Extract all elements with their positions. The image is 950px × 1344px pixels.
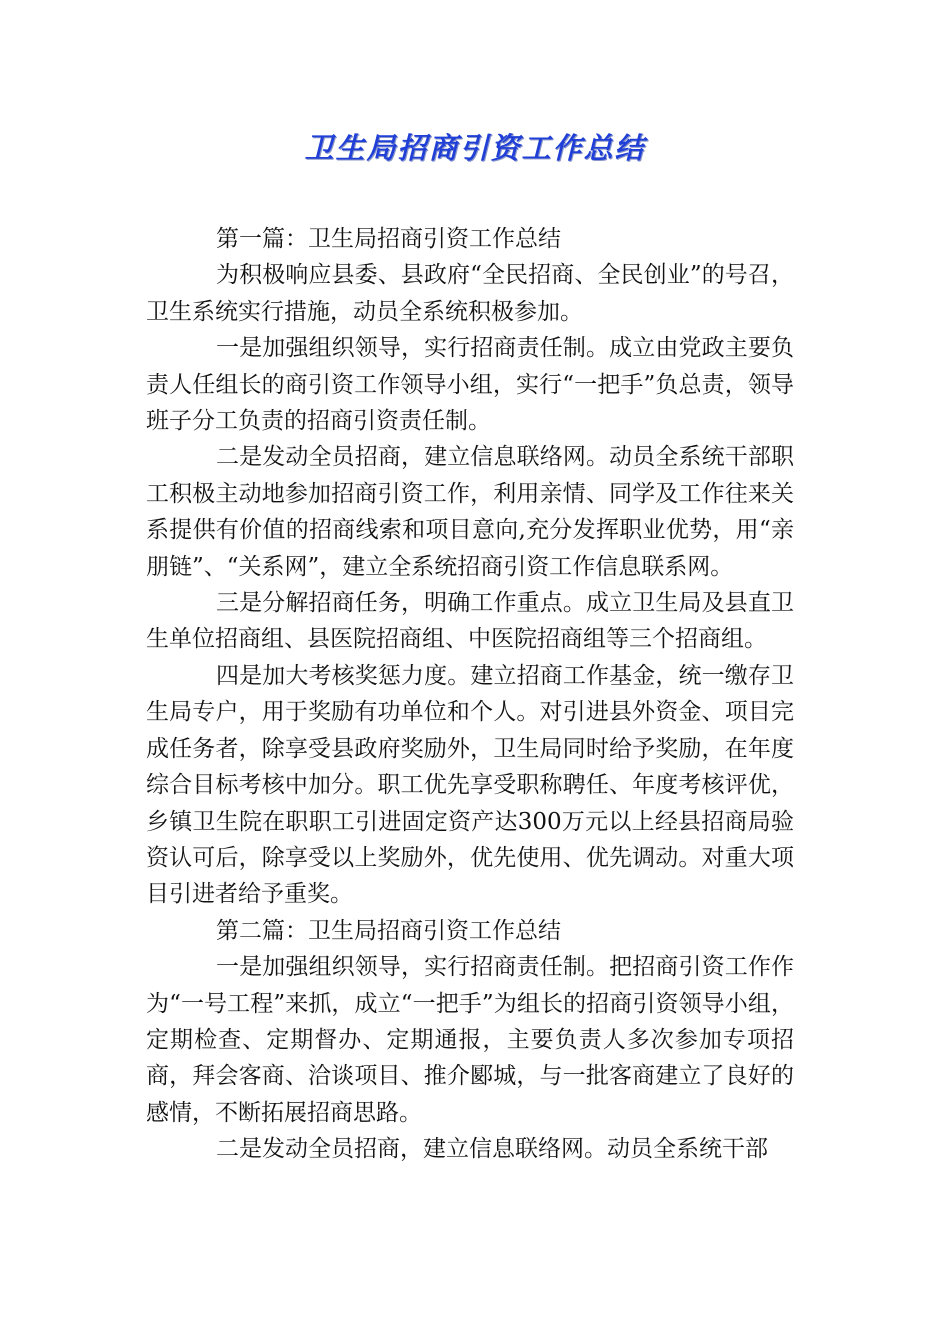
paragraph: 一是加强组织领导，实行招商责任制。成立由党政主要负责人任组长的商引资工作领导小组，实行“一把手”负总责，领导班子分工负责的招商引资责任制。 <box>146 335 794 435</box>
document-title: 卫生局招商引资工作总结 <box>304 131 646 165</box>
paragraph-heading-2: 第二篇：卫生局招商引资工作总结 <box>216 917 561 944</box>
document-body <box>146 221 794 1168</box>
paragraph-heading-1: 第一篇：卫生局招商引资工作总结 <box>216 226 561 252</box>
paragraph: 二是发动全员招商，建立信息联络网。动员全系统干部 <box>216 1136 768 1163</box>
paragraph: 二是发动全员招商，建立信息联络网。动员全系统干部职工积极主动地参加招商引资工作，利用亲情、同学及工作往来关系提供有价值的招商线索和项目意向,充分发挥职业优势，用“亲朋链”、“关系网”，建立全系统招商引资工作信息联系网。 <box>146 444 794 580</box>
paragraph: 三是分解招商任务，明确工作重点。成立卫生局及县直卫生单位招商组、县医院招商组、中医院招商组等三个招商组。 <box>146 590 794 653</box>
paragraph: 为积极响应县委、县政府“全民招商、全民创业”的号召，卫生系统实行措施，动员全系统积极参加。 <box>146 262 794 325</box>
paragraph: 四是加大考核奖惩力度。建立招商工作基金，统一缴存卫生局专户，用于奖励有功单位和个人。对引进县外资金、项目完成任务者，除享受县政府奖励外，卫生局同时给予奖励，在年度综合目标考核中加分。职工优先享受职称聘任、年度考核评优，乡镇卫生院在职职工引进固定资产达300万元以上经县招商局验资认可后，除享受以上奖励外，优先使用、优先调动。对重大项目引进者给予重奖。 <box>146 662 794 908</box>
paragraph: 一是加强组织领导，实行招商责任制。把招商引资工作作为“一号工程”来抓，成立“一把手”为组长的招商引资领导小组，定期检查、定期督办、定期通报，主要负责人多次参加专项招商，拜会客商、洽谈项目、推介郾城，与一批客商建立了良好的感情，不断拓展招商思路。 <box>146 954 794 1126</box>
